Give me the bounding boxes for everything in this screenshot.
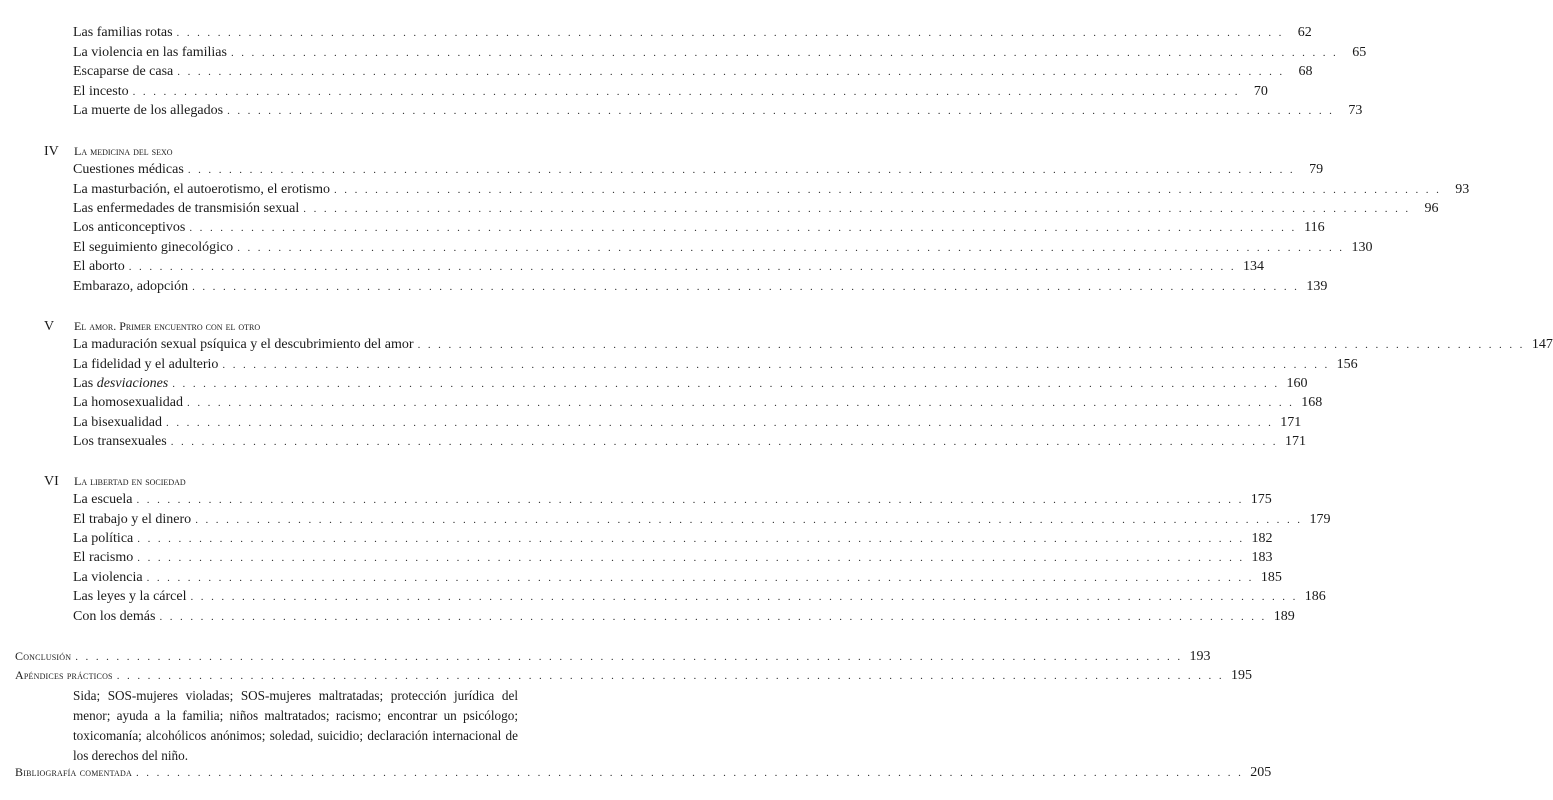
toc-entry-title: Con los demás: [73, 609, 156, 624]
toc-entry-page: 73: [1348, 103, 1363, 118]
dot-leader: . . . . . . . . . . . . . . . . . . . . . . . . . . . . . . . . . . . . . . . . . . . . . . . . . . . . . . . . . . . . . . . . . . . . . . . . . . . . . . . . . . . . . . . . . . . . . . . . . . . . . . . . . . . .: [136, 494, 1244, 506]
appendix-description: Sida; SOS-mujeres violadas; SOS-mujeres maltratadas; protección jurídica del menor; ayuda a la familia; niños maltratados; racismo; encontrar un psicólogo; toxicomanía; alcohólicos anónimos; soledad, suicidio; declaración internacional de los derechos del niño.: [73, 688, 518, 763]
dot-leader: . . . . . . . . . . . . . . . . . . . . . . . . . . . . . . . . . . . . . . . . . . . . . . . . . . . . . . . . . . . . . . . . . . . . . . . . . . . . . . . . . . . . . . . . . . . . . . . . . . . . . . . . . . . .: [303, 203, 1411, 215]
toc-entry-page: 171: [1284, 434, 1306, 449]
section-numeral: V: [44, 319, 55, 334]
section-numeral: IV: [44, 144, 59, 159]
toc-entry-title: El racismo: [73, 550, 134, 565]
toc-entry-title: [73, 375, 172, 393]
toc-entry[interactable]: [73, 588, 1326, 606]
toc-entry-title: Las leyes y la cárcel: [73, 589, 187, 604]
toc-entry-page: 193: [1189, 649, 1211, 664]
section-title: La libertad en sociedad: [74, 474, 186, 488]
toc-entry-title: Apéndices prácticos: [15, 668, 113, 682]
toc-entry-page: 156: [1336, 357, 1358, 372]
toc-entry[interactable]: [73, 239, 1373, 257]
section-title: La medicina del sexo: [74, 144, 173, 158]
toc-entry[interactable]: [73, 258, 1264, 276]
dot-leader: . . . . . . . . . . . . . . . . . . . . . . . . . . . . . . . . . . . . . . . . . . . . . . . . . . . . . . . . . . . . . . . . . . . . . . . . . . . . . . . . . . . . . . . . . . . . . . . . . . . . . . . . . . . .: [222, 359, 1330, 371]
dot-leader: . . . . . . . . . . . . . . . . . . . . . . . . . . . . . . . . . . . . . . . . . . . . . . . . . . . . . . . . . . . . . . . . . . . . . . . . . . . . . . . . . . . . . . . . . . . . . . . . . . . . . . . . . . . .: [132, 86, 1240, 98]
dot-leader: . . . . . . . . . . . . . . . . . . . . . . . . . . . . . . . . . . . . . . . . . . . . . . . . . . . . . . . . . . . . . . . . . . . . . . . . . . . . . . . . . . . . . . . . . . . . . . . . . . . . . . . . . . . .: [177, 66, 1285, 78]
section-heading[interactable]: [44, 472, 186, 491]
dot-leader: . . . . . . . . . . . . . . . . . . . . . . . . . . . . . . . . . . . . . . . . . . . . . . . . . . . . . . . . . . . . . . . . . . . . . . . . . . . . . . . . . . . . . . . . . . . . . . . . . . . . . . . . . . . .: [159, 611, 1267, 623]
toc-entry-page: 79: [1309, 162, 1324, 177]
toc-entry-page: 195: [1230, 668, 1252, 683]
toc-entry-page: 93: [1455, 182, 1470, 197]
toc-entry-page: 96: [1424, 201, 1439, 216]
dot-leader: . . . . . . . . . . . . . . . . . . . . . . . . . . . . . . . . . . . . . . . . . . . . . . . . . . . . . . . . . . . . . . . . . . . . . . . . . . . . . . . . . . . . . . . . . . . . . . . . . . . . . . . . . . . .: [237, 242, 1345, 254]
toc-entry-title: El incesto: [73, 84, 129, 99]
toc-entry[interactable]: [73, 491, 1272, 509]
toc-entry-title: Embarazo, adopción: [73, 279, 189, 294]
toc-entry-page: 183: [1251, 550, 1273, 565]
dot-leader: . . . . . . . . . . . . . . . . . . . . . . . . . . . . . . . . . . . . . . . . . . . . . . . . . . . . . . . . . . . . . . . . . . . . . . . . . . . . . . . . . . . . . . . . . . . . . . . . . . . . . . . . . . . .: [128, 261, 1236, 273]
toc-entry-page: 175: [1250, 492, 1272, 507]
toc-entry[interactable]: [73, 181, 1470, 199]
toc-entry-page: 205: [1250, 765, 1272, 780]
toc-entry-title: Los anticonceptivos: [73, 220, 186, 235]
toc-entry-page: 147: [1531, 337, 1553, 352]
toc-entry-page: 186: [1304, 589, 1326, 604]
toc-entry[interactable]: [73, 44, 1367, 62]
toc-entry-title: Cuestiones médicas: [73, 162, 184, 177]
toc-entry-page: 168: [1301, 395, 1323, 410]
toc-entry-page: 171: [1280, 415, 1302, 430]
dot-leader: . . . . . . . . . . . . . . . . . . . . . . . . . . . . . . . . . . . . . . . . . . . . . . . . . . . . . . . . . . . . . . . . . . . . . . . . . . . . . . . . . . . . . . . . . . . . . . . . . . . . . . . . . . . .: [176, 27, 1284, 39]
toc-entry[interactable]: [73, 83, 1268, 101]
dot-leader: . . . . . . . . . . . . . . . . . . . . . . . . . . . . . . . . . . . . . . . . . . . . . . . . . . . . . . . . . . . . . . . . . . . . . . . . . . . . . . . . . . . . . . . . . . . . . . . . . . . . . . . . . . . .: [190, 591, 1298, 603]
dot-leader: . . . . . . . . . . . . . . . . . . . . . . . . . . . . . . . . . . . . . . . . . . . . . . . . . . . . . . . . . . . . . . . . . . . . . . . . . . . . . . . . . . . . . . . . . . . . . . . . . . . . . . . . . . . .: [170, 436, 1278, 448]
toc-entry-title: La masturbación, el autoerotismo, el erotismo: [73, 182, 330, 197]
dot-leader: . . . . . . . . . . . . . . . . . . . . . . . . . . . . . . . . . . . . . . . . . . . . . . . . . . . . . . . . . . . . . . . . . . . . . . . . . . . . . . . . . . . . . . . . . . . . . . . . . . . . . . . . . . . .: [187, 164, 1296, 176]
toc-entry-title: La fidelidad y el adulterio: [73, 357, 219, 372]
toc-entry-page: 134: [1242, 259, 1264, 274]
toc-entry-page: 182: [1251, 531, 1273, 546]
toc-entry-title-italic: desviaciones: [96, 376, 169, 391]
toc-entry-title: La homosexualidad: [73, 395, 184, 410]
toc-entry[interactable]: [73, 608, 1295, 626]
section-numeral: VI: [44, 474, 59, 489]
toc-entry-page: 189: [1273, 609, 1295, 624]
toc-entry[interactable]: [73, 394, 1323, 412]
toc-entry[interactable]: [73, 356, 1358, 374]
toc-entry-title: Bibliografía comentada: [15, 765, 132, 779]
toc-entry[interactable]: [73, 414, 1302, 432]
toc-entry-page: 68: [1298, 64, 1313, 79]
dot-leader: . . . . . . . . . . . . . . . . . . . . . . . . . . . . . . . . . . . . . . . . . . . . . . . . . . . . . . . . . . . . . . . . . . . . . . . . . . . . . . . . . . . . . . . . . . . . . . . . . . . . . . . . . . . .: [135, 767, 1244, 779]
toc-entry[interactable]: [73, 336, 1553, 354]
toc-entry-title: La bisexualidad: [73, 415, 163, 430]
toc-entry-page: 70: [1253, 84, 1268, 99]
toc-entry[interactable]: [73, 375, 1308, 393]
dot-leader: . . . . . . . . . . . . . . . . . . . . . . . . . . . . . . . . . . . . . . . . . . . . . . . . . . . . . . . . . . . . . . . . . . . . . . . . . . . . . . . . . . . . . . . . . . . . . . . . . . . . . . . . . . . .: [116, 670, 1224, 682]
toc-entry-title: Las familias rotas: [73, 25, 173, 40]
toc-entry-title: Los transexuales: [73, 434, 167, 449]
dot-leader: . . . . . . . . . . . . . . . . . . . . . . . . . . . . . . . . . . . . . . . . . . . . . . . . . . . . . . . . . . . . . . . . . . . . . . . . . . . . . . . . . . . . . . . . . . . . . . . . . . . . . . . . . . . .: [195, 514, 1303, 526]
toc-entry[interactable]: [73, 530, 1273, 548]
dot-leader: . . . . . . . . . . . . . . . . . . . . . . . . . . . . . . . . . . . . . . . . . . . . . . . . . . . . . . . . . . . . . . . . . . . . . . . . . . . . . . . . . . . . . . . . . . . . . . . . . . . . . . . . . . . .: [137, 552, 1245, 564]
toc-entry-appendices[interactable]: [15, 666, 1252, 685]
toc-entry[interactable]: [73, 63, 1313, 81]
toc-entry-page: 185: [1260, 570, 1282, 585]
toc-entry[interactable]: [73, 102, 1363, 120]
toc-entry-page: 65: [1352, 45, 1367, 60]
toc-entry-title: El seguimiento ginecológico: [73, 240, 234, 255]
dot-leader: . . . . . . . . . . . . . . . . . . . . . . . . . . . . . . . . . . . . . . . . . . . . . . . . . . . . . . . . . . . . . . . . . . . . . . . . . . . . . . . . . . . . . . . . . . . . . . . . . . . . . . . . . . . .: [146, 572, 1254, 584]
toc-entry-title-prefix: Las: [73, 376, 97, 391]
toc-entry-page: 160: [1286, 376, 1308, 391]
dot-leader: . . . . . . . . . . . . . . . . . . . . . . . . . . . . . . . . . . . . . . . . . . . . . . . . . . . . . . . . . . . . . . . . . . . . . . . . . . . . . . . . . . . . . . . . . . . . . . . . . . . . . . . . . . . .: [230, 47, 1339, 59]
dot-leader: . . . . . . . . . . . . . . . . . . . . . . . . . . . . . . . . . . . . . . . . . . . . . . . . . . . . . . . . . . . . . . . . . . . . . . . . . . . . . . . . . . . . . . . . . . . . . . . . . . . . . . . . . . . .: [189, 222, 1297, 234]
toc-entry[interactable]: [73, 161, 1324, 179]
toc-entry-title: La violencia: [73, 570, 143, 585]
toc-entry-title: Las enfermedades de transmisión sexual: [73, 201, 300, 216]
toc-entry-title: La muerte de los allegados: [73, 103, 224, 118]
dot-leader: . . . . . . . . . . . . . . . . . . . . . . . . . . . . . . . . . . . . . . . . . . . . . . . . . . . . . . . . . . . . . . . . . . . . . . . . . . . . . . . . . . . . . . . . . . . . . . . . . . . . . . . . . . . .: [333, 184, 1442, 196]
dot-leader: . . . . . . . . . . . . . . . . . . . . . . . . . . . . . . . . . . . . . . . . . . . . . . . . . . . . . . . . . . . . . . . . . . . . . . . . . . . . . . . . . . . . . . . . . . . . . . . . . . . . . . . . . . . .: [187, 397, 1295, 409]
toc-entry[interactable]: [73, 24, 1312, 42]
toc-entry-conclusion[interactable]: [15, 647, 1211, 666]
toc-entry-title: Escaparse de casa: [73, 64, 174, 79]
toc-entry-title: La política: [73, 531, 134, 546]
section-title: El amor. Primer encuentro con el otro: [74, 319, 261, 333]
toc-entry-page: 62: [1297, 25, 1312, 40]
toc-entry[interactable]: [73, 433, 1306, 451]
toc-entry[interactable]: [73, 549, 1273, 567]
toc-entry[interactable]: [73, 511, 1331, 529]
toc-entry-title: La violencia en las familias: [73, 45, 227, 60]
toc-entry-bibliography[interactable]: [15, 763, 1272, 782]
dot-leader: . . . . . . . . . . . . . . . . . . . . . . . . . . . . . . . . . . . . . . . . . . . . . . . . . . . . . . . . . . . . . . . . . . . . . . . . . . . . . . . . . . . . . . . . . . . . . . . . . . . . . . . . . . . .: [227, 105, 1335, 117]
dot-leader: . . . . . . . . . . . . . . . . . . . . . . . . . . . . . . . . . . . . . . . . . . . . . . . . . . . . . . . . . . . . . . . . . . . . . . . . . . . . . . . . . . . . . . . . . . . . . . . . . . . . . . . . . . . .: [172, 378, 1280, 390]
toc-entry[interactable]: [73, 278, 1328, 296]
toc-entry-title: La maduración sexual psíquica y el descubrimiento del amor: [73, 337, 414, 352]
section-heading[interactable]: [44, 317, 260, 336]
toc-entry[interactable]: [73, 569, 1282, 587]
toc-entry-title: La escuela: [73, 492, 133, 507]
dot-leader: . . . . . . . . . . . . . . . . . . . . . . . . . . . . . . . . . . . . . . . . . . . . . . . . . . . . . . . . . . . . . . . . . . . . . . . . . . . . . . . . . . . . . . . . . . . . . . . . . . . . . . . . . . . .: [417, 339, 1525, 351]
toc-entry-title: El aborto: [73, 259, 125, 274]
toc-entry[interactable]: [73, 200, 1439, 218]
toc-entry-page: 130: [1351, 240, 1373, 255]
toc-entry[interactable]: [73, 219, 1325, 237]
dot-leader: . . . . . . . . . . . . . . . . . . . . . . . . . . . . . . . . . . . . . . . . . . . . . . . . . . . . . . . . . . . . . . . . . . . . . . . . . . . . . . . . . . . . . . . . . . . . . . . . . . . . . . . . . . . .: [166, 417, 1274, 429]
toc-entry-page: 139: [1306, 279, 1328, 294]
dot-leader: . . . . . . . . . . . . . . . . . . . . . . . . . . . . . . . . . . . . . . . . . . . . . . . . . . . . . . . . . . . . . . . . . . . . . . . . . . . . . . . . . . . . . . . . . . . . . . . . . . . . . . . . . . . .: [192, 281, 1300, 293]
section-heading[interactable]: [44, 142, 173, 161]
toc-entry-page: 116: [1304, 220, 1325, 235]
toc-entry-page: 179: [1309, 512, 1331, 527]
dot-leader: . . . . . . . . . . . . . . . . . . . . . . . . . . . . . . . . . . . . . . . . . . . . . . . . . . . . . . . . . . . . . . . . . . . . . . . . . . . . . . . . . . . . . . . . . . . . . . . . . . . . . . . . . . . .: [137, 533, 1245, 545]
toc-entry-title: El trabajo y el dinero: [73, 512, 192, 527]
dot-leader: . . . . . . . . . . . . . . . . . . . . . . . . . . . . . . . . . . . . . . . . . . . . . . . . . . . . . . . . . . . . . . . . . . . . . . . . . . . . . . . . . . . . . . . . . . . . . . . . . . . . . . . . . . . .: [75, 651, 1183, 663]
toc-entry-title: Conclusión: [15, 649, 72, 663]
